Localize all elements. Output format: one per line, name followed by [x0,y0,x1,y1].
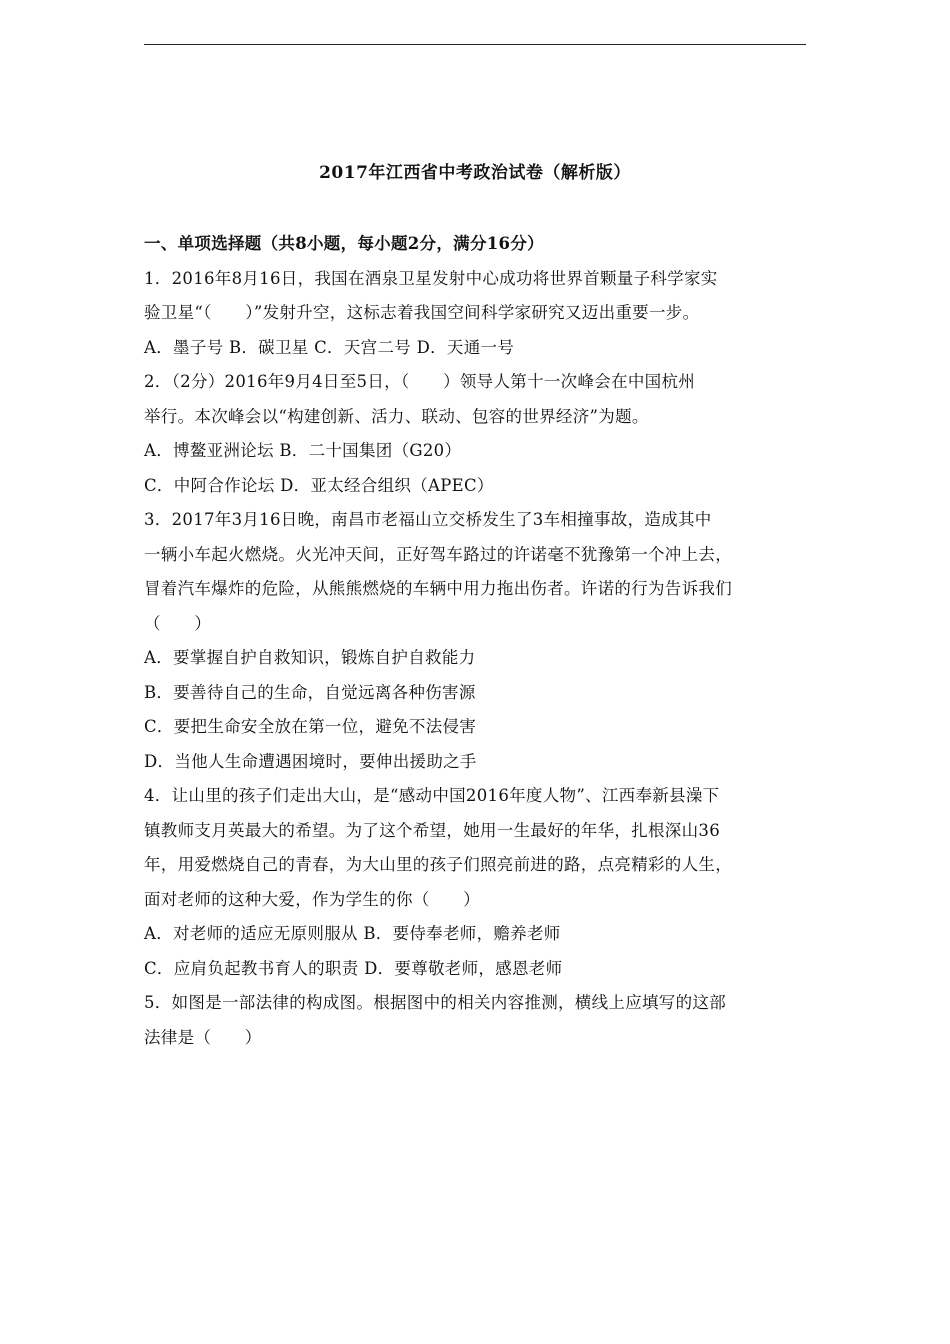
q3-option-a: A．要掌握自护自救知识，锻炼自护自救能力 [144,648,476,667]
q2-options-ab: A．博鳌亚洲论坛 B．二十国集团（G20） [144,441,462,460]
q2-stem-line-1: 2．（2分）2016年9月4日至5日，（ ）领导人第十一次峰会在中国杭州 [144,372,696,391]
q1-options: A．墨子号 B．碳卫星 C．天宫二号 D．天通一号 [144,337,515,357]
header-rule [144,44,806,45]
q3-stem-line-4: （ ） [144,613,212,633]
q4-stem-line-3: 年，用爱燃烧自己的青春，为大山里的孩子们照亮前进的路，点亮精彩的人生， [144,855,732,874]
q2-options-cd: C．中阿合作论坛 D．亚太经合组织（APEC） [144,475,494,495]
q3-stem-line-2: 一辆小车起火燃烧。火光冲天间，正好驾车路过的许诺毫不犹豫第一个冲上去， [144,544,732,564]
q4-options-cd: C．应肩负起教书育人的职责 D．要尊敬老师，感恩老师 [144,958,563,978]
q4-stem-line-1: 4．让山里的孩子们走出大山，是“感动中国2016年度人物”、江西奉新县澡下 [144,786,720,805]
q3-option-b: B．要善待自己的生命，自觉远离各种伤害源 [144,682,476,702]
q3-option-d: D．当他人生命遭遇困境时，要伸出援助之手 [144,751,477,771]
q2-stem-line-2: 举行。本次峰会以“构建创新、活力、联动、包容的世界经济”为题。 [144,406,649,426]
q3-stem-line-3: 冒着汽车爆炸的危险，从熊熊燃烧的车辆中用力拖出伤者。许诺的行为告诉我们 [144,579,732,598]
q5-stem-line-1: 5．如图是一部法律的构成图。根据图中的相关内容推测，横线上应填写的这部 [144,993,726,1012]
q1-stem-line-1: 1．2016年8月16日，我国在酒泉卫星发射中心成功将世界首颗量子科学家实 [144,268,718,288]
q3-stem-line-1: 3．2017年3月16日晚，南昌市老福山立交桥发生了3车相撞事故，造成其中 [144,510,712,529]
q5-stem-line-2: 法律是（ ） [144,1027,262,1047]
question-content [144,227,824,1055]
q1-stem-line-2: 验卫星“（ ）”发射升空，这标志着我国空间科学家研究又迈出重要一步。 [144,303,700,322]
section-heading: 一、单项选择题（共8小题，每小题2分，满分16分） [144,234,544,253]
q4-stem-line-2: 镇教师支月英最大的希望。为了这个希望，她用一生最好的年华，扎根深山36 [144,820,720,840]
page-title: 2017年江西省中考政治试卷（解析版） [319,163,631,183]
q3-option-c: C．要把生命安全放在第一位，避免不法侵害 [144,717,477,736]
q4-options-ab: A．对老师的适应无原则服从 B．要侍奉老师，赡养老师 [144,924,561,943]
q4-stem-line-4: 面对老师的这种大爱，作为学生的你（ ） [144,889,480,909]
